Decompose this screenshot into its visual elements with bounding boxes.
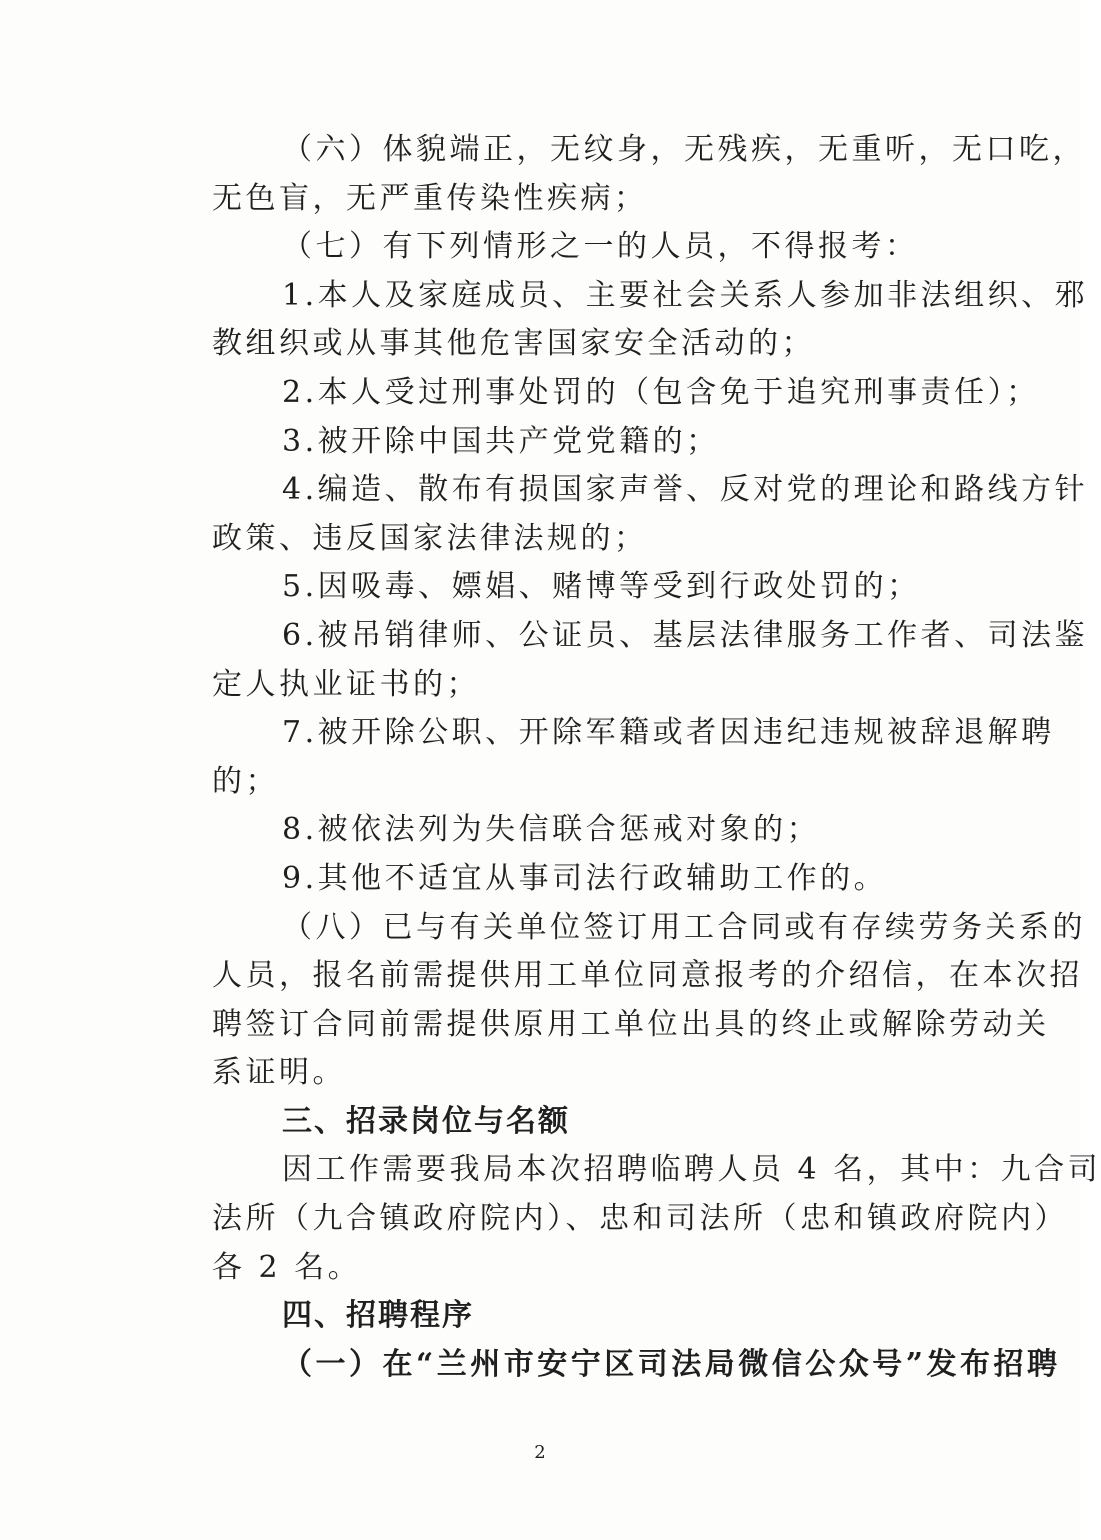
text-line: 8.被依法列为失信联合惩戒对象的； bbox=[282, 812, 821, 848]
text-line: 6.被吊销律师、公证员、基层法律服务工作者、司法鉴 bbox=[282, 617, 1089, 653]
section-heading: 四、招聘程序 bbox=[282, 1298, 474, 1334]
text-line: 1.本人及家庭成员、主要社会关系人参加非法组织、邪 bbox=[282, 277, 1089, 313]
text-line: （七）有下列情形之一的人员，不得报考： bbox=[282, 229, 919, 265]
text-line: 3.被开除中国共产党党籍的； bbox=[282, 423, 720, 459]
text-line: 定人执业证书的； bbox=[212, 666, 480, 702]
document-body bbox=[212, 126, 1101, 1389]
text-line: 无色盲，无严重传染性疾病； bbox=[212, 180, 648, 216]
text-line: （八）已与有关单位签订用工合同或有存续劳务关系的 bbox=[282, 909, 1086, 945]
text-line: 的； bbox=[212, 763, 279, 799]
text-line: 聘签订合同前需提供原用工单位出具的终止或解除劳动关 bbox=[212, 1006, 1050, 1042]
text-line: 系证明。 bbox=[212, 1055, 346, 1091]
text-line: 5.因吸毒、嫖娼、赌博等受到行政处罚的； bbox=[282, 569, 921, 605]
text-line: 2.本人受过刑事处罚的（包含免于追究刑事责任）； bbox=[282, 374, 1040, 410]
text-line: （一）在“兰州市安宁区司法局微信公众号”发布招聘 bbox=[282, 1346, 1061, 1382]
page-number: 2 bbox=[534, 1442, 546, 1463]
text-line: 9.其他不适宜从事司法行政辅助工作的。 bbox=[282, 860, 888, 896]
text-line: 4.编造、散布有损国家声誉、反对党的理论和路线方针 bbox=[282, 472, 1089, 508]
text-line: 政策、违反国家法律法规的； bbox=[212, 520, 648, 556]
text-line: 各 2 名。 bbox=[212, 1249, 362, 1285]
section-heading: 三、招录岗位与名额 bbox=[282, 1103, 570, 1139]
text-line: （六）体貌端正，无纹身，无残疾，无重听，无口吃， bbox=[282, 132, 1086, 167]
text-line: 法所（九合镇政府院内）、忠和司法所（忠和镇政府院内） bbox=[212, 1201, 1068, 1237]
text-line: 人员，报名前需提供用工单位同意报考的介绍信，在本次招 bbox=[212, 958, 1083, 994]
text-line: 因工作需要我局本次招聘临聘人员 4 名，其中：九合司 bbox=[282, 1152, 1101, 1188]
text-line: 7.被开除公职、开除军籍或者因违纪违规被辞退解聘 bbox=[282, 715, 1055, 751]
text-line: 教组织或从事其他危害国家安全活动的； bbox=[212, 326, 815, 362]
